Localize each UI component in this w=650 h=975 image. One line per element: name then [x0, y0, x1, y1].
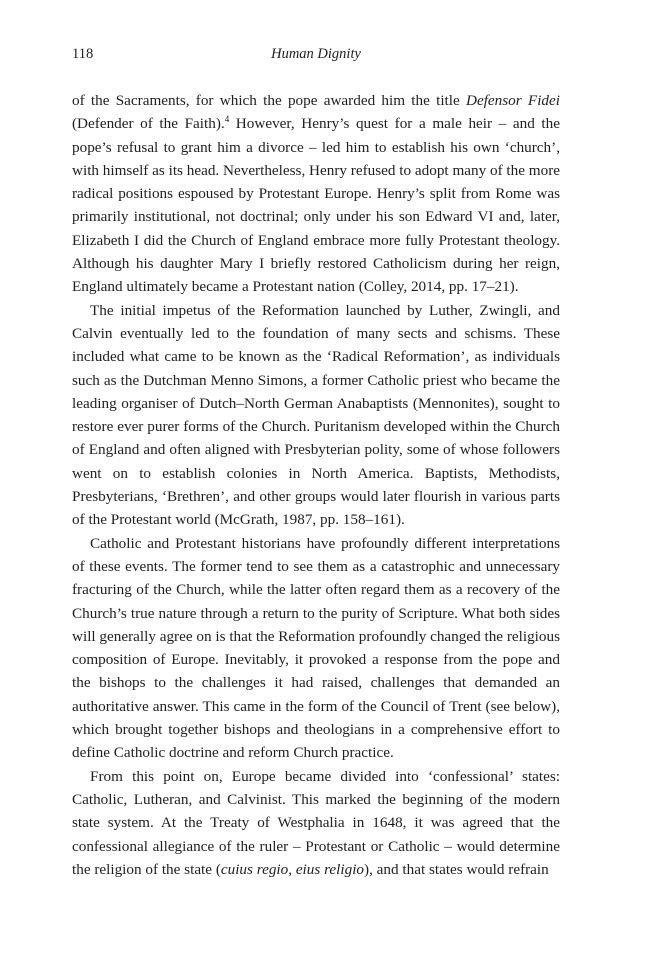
footnote-marker: 4 [224, 114, 230, 125]
latin-title-italic: Defensor Fidei [466, 92, 560, 109]
page-number: 118 [72, 46, 94, 62]
paragraph-4 [72, 765, 560, 881]
paragraph-1 [72, 89, 560, 299]
paragraph-4-text-start: From this point on, Europe became divided into ‘confessional’ states: Catholic, Lutheran, and Calvinist. This marked the beginning of the modern state system. At the Treaty of Westphalia in 1648, it was agreed that the confessional allegiance of the ruler – Protestant or Catholic – would determine the religion of the state ( [72, 767, 560, 878]
paragraph-1-text-start: of the Sacraments, for which the pope awarded him the title [72, 92, 466, 109]
paragraph-1-text-mid: (Defender of the Faith). [72, 115, 225, 133]
paragraph-1-text-rest: However, Henry’s quest for a male heir – and the pope’s refusal to grant him a divorce – led him to establish his own ‘church’, with himself as its head. Nevertheless, Henry refused to adopt many of the more radical positions espoused by Protestant Europe. Henry’s split from Rome was primarily institutional, not doctrinal; only under his son Edward VI and, later, Elizabeth I did the Church of England embrace more fully Protestant theology. Although his daughter Mary I briefly restored Catholicism during her reign, England ultimately became a Protestant nation (Colley, 2014, pp. 17–21). [72, 115, 560, 296]
running-title: Human Dignity [271, 46, 361, 62]
paragraph-2: The initial impetus of the Reformation launched by Luther, Zwingli, and Calvin eventually led to the foundation of many sects and schisms. These included what came to be known as the ‘Radical Reformation’, as individuals such as the Dutchman Menno Simons, a former Catholic priest who became the leading organiser of Dutch–North German Anabaptists (Mennonites), sought to restore ever purer forms of the Church. Puritanism developed within the Church of England and often aligned with Presbyterian polity, some of whose followers went on to establish colonies in North America. Baptists, Methodists, Presbyterians, ‘Brethren’, and other groups would later flourish in various parts of the Protestant world (McGrath, 1987, pp. 158–161). [72, 301, 560, 529]
latin-phrase-italic: cuius regio, eius religio [220, 860, 365, 878]
running-head [72, 46, 560, 68]
paragraph-4-text-end: ), and that states would refrain [364, 860, 549, 878]
paragraph-3: Catholic and Protestant historians have profoundly different interpretations of these events. The former tend to see them as a catastrophic and unnecessary fracturing of the Church, while the latter often regard them as a recovery of the Church’s true nature through a return to the purity of Scripture. What both sides will generally agree on is that the Reformation profoundly changed the religious composition of Europe. Inevitably, it provoked a response from the pope and the bishops to the challenges it had raised, challenges that demanded an authoritative answer. This came in the form of the Council of Trent (see below), which brought together bishops and theologians in a comprehensive effort to define Catholic doctrine and reform Church practice. [72, 534, 560, 762]
body-text [72, 89, 560, 881]
